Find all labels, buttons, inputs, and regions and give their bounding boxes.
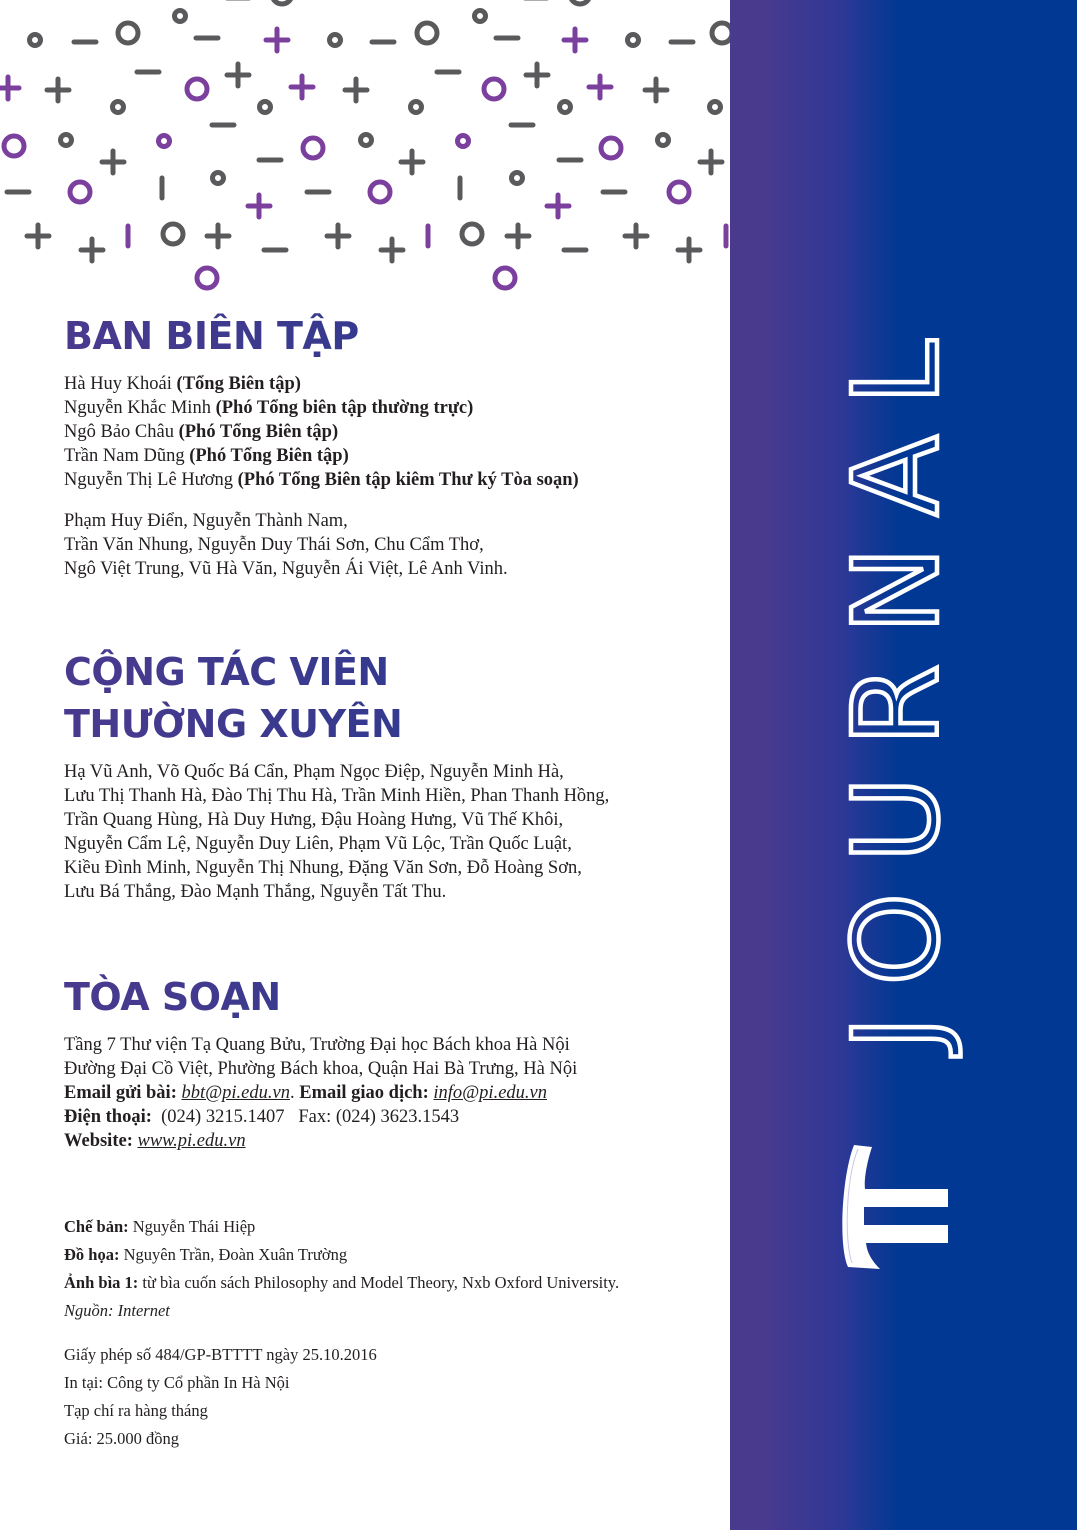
contributor-line: Nguyễn Cẩm Lệ, Nguyễn Duy Liên, Phạm Vũ Lộc, Trần Quốc Luật, bbox=[64, 834, 572, 854]
email-trade-link[interactable]: info@pi.edu.vn bbox=[433, 1083, 547, 1103]
circle-symbol bbox=[61, 135, 72, 146]
circle-symbol bbox=[113, 102, 124, 113]
ring-symbol bbox=[712, 23, 732, 43]
circle-symbol bbox=[560, 102, 571, 113]
pi-logo-icon bbox=[820, 1135, 970, 1285]
editorial-role-line bbox=[64, 444, 704, 468]
editor-name: Nguyễn Khắc Minh bbox=[64, 398, 211, 418]
contributors-list bbox=[64, 760, 704, 904]
credit-cover bbox=[64, 1269, 704, 1297]
math-symbol-pattern bbox=[0, 0, 730, 270]
ring-symbol bbox=[70, 182, 90, 202]
circle-symbol bbox=[361, 135, 372, 146]
editor-role: (Phó Tổng Biên tập) bbox=[189, 446, 349, 466]
publication-line: In tại: Công ty Cổ phần In Hà Nội bbox=[64, 1373, 290, 1392]
office-phone-line bbox=[64, 1105, 704, 1129]
credit-layout-label: Chế bản: bbox=[64, 1217, 129, 1236]
contributor-line: Hạ Vũ Anh, Võ Quốc Bá Cẩn, Phạm Ngọc Điệp, Nguyễn Minh Hà, bbox=[64, 762, 564, 782]
ring-symbol bbox=[570, 0, 590, 4]
editorial-member-line: Phạm Huy Điển, Nguyễn Thành Nam, bbox=[64, 511, 348, 531]
credit-graphics-value: Nguyên Trần, Đoàn Xuân Trường bbox=[123, 1245, 348, 1264]
ring-symbol bbox=[197, 268, 217, 288]
editor-role: (Phó Tổng Biên tập) bbox=[178, 422, 339, 442]
circle-symbol bbox=[175, 11, 186, 22]
credit-source bbox=[64, 1297, 704, 1325]
circle-symbol bbox=[628, 35, 639, 46]
phone-label: Điện thoại: bbox=[64, 1107, 152, 1127]
ring-symbol bbox=[272, 0, 292, 4]
editor-role: (Tổng Biên tập) bbox=[176, 374, 301, 394]
editorial-role-line bbox=[64, 396, 704, 420]
office-section bbox=[64, 971, 704, 1153]
credit-source-value: Nguồn: Internet bbox=[64, 1301, 170, 1320]
circle-symbol bbox=[213, 173, 224, 184]
ring-symbol bbox=[118, 23, 138, 43]
ring-symbol bbox=[4, 136, 24, 156]
email-submit-link[interactable]: bbt@pi.edu.vn bbox=[181, 1083, 290, 1103]
ring-symbol bbox=[417, 23, 437, 43]
ring-symbol bbox=[303, 138, 323, 158]
email-submit-label: Email gửi bài: bbox=[64, 1083, 177, 1103]
office-address-line1: Tầng 7 Thư viện Tạ Quang Bửu, Trường Đại học Bách khoa Hà Nội bbox=[64, 1035, 570, 1055]
editor-name: Nguyễn Thị Lê Hương bbox=[64, 470, 233, 490]
contributors-heading-line1: CỘNG TÁC VIÊN bbox=[64, 646, 704, 698]
publication-line: Giá: 25.000 đồng bbox=[64, 1429, 180, 1448]
ring-symbol bbox=[495, 268, 515, 288]
editor-name: Hà Huy Khoái bbox=[64, 374, 172, 394]
editorial-member-line: Ngô Việt Trung, Vũ Hà Văn, Nguyễn Ái Việt, Lê Anh Vinh. bbox=[64, 559, 508, 579]
publication-line: Giấy phép số 484/GP-BTTTT ngày 25.10.2016 bbox=[64, 1345, 377, 1364]
publication-info bbox=[64, 1341, 704, 1453]
ring-symbol bbox=[669, 182, 689, 202]
fax-number: Fax: (024) 3623.1543 bbox=[298, 1107, 460, 1127]
office-heading: TÒA SOẠN bbox=[64, 971, 704, 1023]
editor-role: (Phó Tổng biên tập thường trực) bbox=[215, 398, 474, 418]
editor-role: (Phó Tổng Biên tập kiêm Thư ký Tòa soạn) bbox=[237, 470, 579, 490]
website-label: Website: bbox=[64, 1131, 133, 1151]
ring-symbol bbox=[163, 224, 183, 244]
editorial-board-heading: BAN BIÊN TẬP bbox=[64, 310, 704, 362]
phone-number: (024) 3215.1407 bbox=[161, 1107, 285, 1127]
circle-symbol bbox=[260, 102, 271, 113]
editorial-role-line bbox=[64, 372, 704, 396]
editorial-role-line bbox=[64, 468, 704, 492]
office-website-line bbox=[64, 1129, 704, 1153]
circle-symbol bbox=[658, 135, 669, 146]
ring-symbol bbox=[601, 138, 621, 158]
credit-cover-value: từ bìa cuốn sách Philosophy and Model Theory, Nxb Oxford University. bbox=[142, 1273, 620, 1292]
circle-symbol bbox=[411, 102, 422, 113]
credits-section bbox=[64, 1213, 704, 1453]
website-link[interactable]: www.pi.edu.vn bbox=[137, 1131, 246, 1151]
circle-symbol bbox=[159, 136, 170, 147]
circle-symbol bbox=[30, 35, 41, 46]
credit-cover-label: Ảnh bìa 1: bbox=[64, 1273, 139, 1292]
editor-name: Trần Nam Dũng bbox=[64, 446, 185, 466]
editorial-roles-list bbox=[64, 372, 704, 492]
editorial-role-line bbox=[64, 420, 704, 444]
credit-layout bbox=[64, 1213, 704, 1241]
editorial-members-list bbox=[64, 509, 704, 581]
office-email-line bbox=[64, 1081, 704, 1105]
circle-symbol bbox=[330, 35, 341, 46]
ring-symbol bbox=[187, 79, 207, 99]
email-trade-label: Email giao dịch: bbox=[299, 1083, 429, 1103]
contributors-section bbox=[64, 646, 704, 904]
contributor-line: Lưu Bá Thắng, Đào Mạnh Thắng, Nguyễn Tất Thu. bbox=[64, 882, 447, 902]
contributors-heading-line2: THƯỜNG XUYÊN bbox=[64, 698, 704, 750]
contributor-line: Kiều Đình Minh, Nguyễn Thị Nhung, Đặng Văn Sơn, Đỗ Hoàng Sơn, bbox=[64, 858, 582, 878]
circle-symbol bbox=[475, 11, 486, 22]
contributor-line: Trần Quang Hùng, Hà Duy Hưng, Đậu Hoàng Hưng, Vũ Thế Khôi, bbox=[64, 810, 564, 830]
ring-symbol bbox=[484, 79, 504, 99]
office-address-line2: Đường Đại Cồ Việt, Phường Bách khoa, Quận Hai Bà Trưng, Hà Nội bbox=[64, 1059, 578, 1079]
editor-name: Ngô Bảo Châu bbox=[64, 422, 174, 442]
circle-symbol bbox=[710, 102, 721, 113]
journal-vertical-title bbox=[827, 245, 965, 1115]
ring-symbol bbox=[462, 224, 482, 244]
credit-layout-value: Nguyễn Thái Hiệp bbox=[132, 1217, 256, 1236]
editorial-member-line: Trần Văn Nhung, Nguyễn Duy Thái Sơn, Chu Cẩm Thơ, bbox=[64, 535, 484, 555]
journal-title-text: JOURNAL bbox=[827, 309, 965, 1051]
circle-symbol bbox=[512, 173, 523, 184]
ring-symbol bbox=[370, 182, 390, 202]
circle-symbol bbox=[458, 136, 469, 147]
publication-line: Tạp chí ra hàng tháng bbox=[64, 1401, 208, 1420]
contributor-line: Lưu Thị Thanh Hà, Đào Thị Thu Hà, Trần Minh Hiền, Phan Thanh Hồng, bbox=[64, 786, 610, 806]
editorial-board-section bbox=[64, 310, 704, 581]
email-separator: . bbox=[289, 1083, 295, 1103]
credit-graphics bbox=[64, 1241, 704, 1269]
credit-graphics-label: Đồ họa: bbox=[64, 1245, 120, 1264]
